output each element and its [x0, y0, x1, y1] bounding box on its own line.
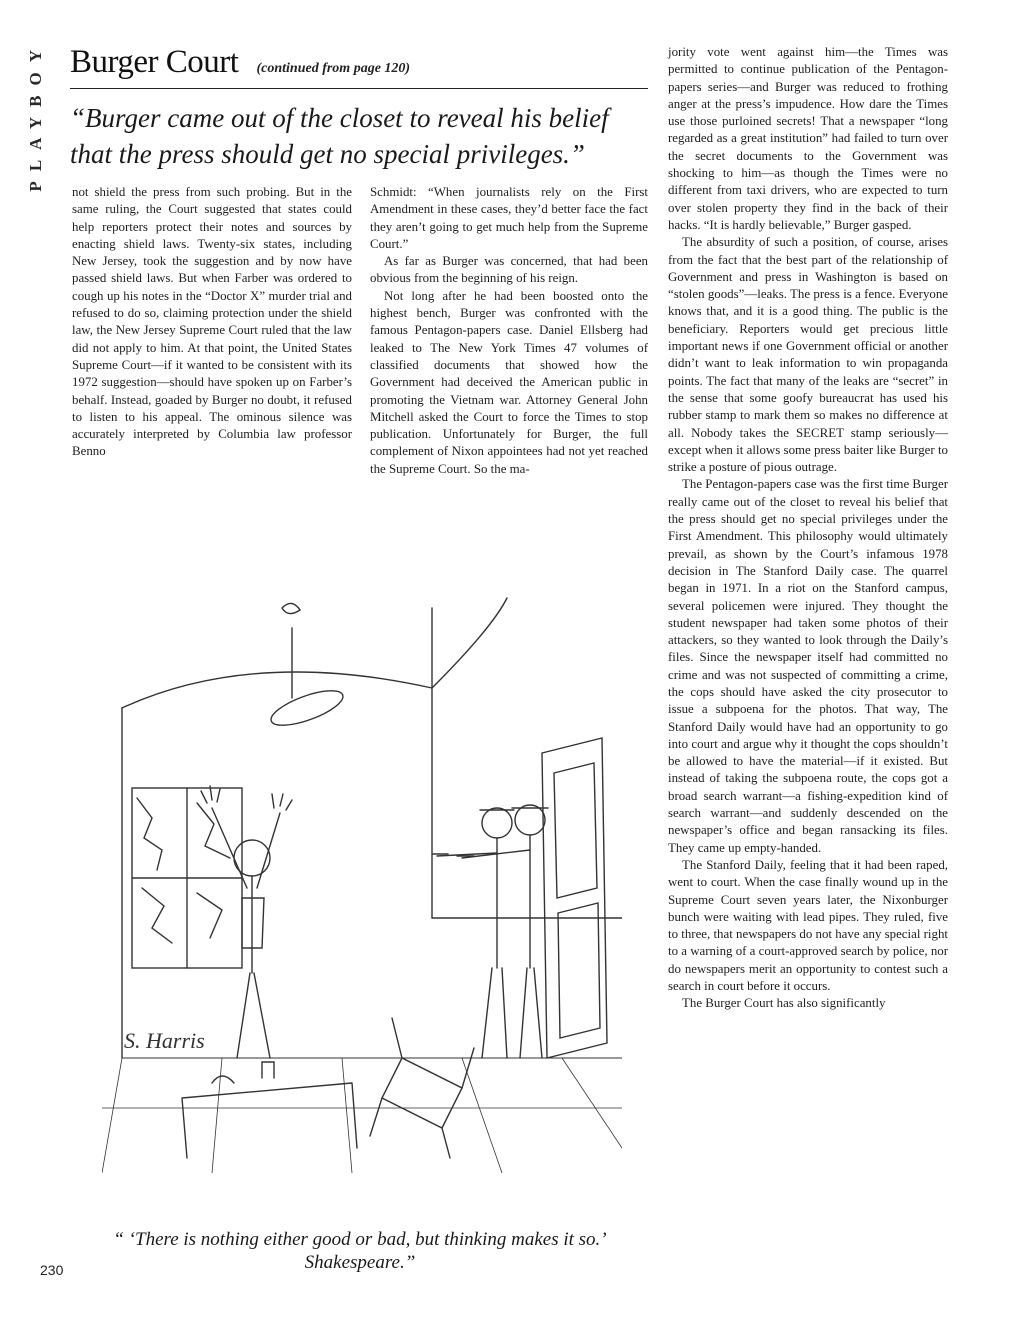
paragraph: The Burger Court has also significantly — [682, 996, 886, 1011]
cartoonist-signature: S. Harris — [124, 1028, 205, 1053]
paragraph: The Stanford Daily, feeling that it had been raped, went to court. When the case finally wound up in the Supreme Court seven years later, the Nixonburger bunch were waiting with lead pipes. They ruled, five to three, that newspapers do not have any special right to a warning of a court-approved search by police, nor do newspapers merit an opportunity to contest such a search in court before it occurs. — [668, 857, 948, 994]
page-number: 230 — [40, 1262, 64, 1278]
masthead-text: PLAYBOY — [26, 40, 45, 192]
paragraph: The Pentagon-papers case was the first time Burger really came out of the closet to reveal his belief that the press should get no special privileges under the First Amendment. This philosophy would ultimately prevail, as shown by the Court’s infamous 1978 decision in The Stanford Daily case. The quarrel began in 1971. In a riot on the Stanford campus, several policemen were injured. They thought the student newspaper had taken some photos of their attackers, so they wanted to look through the Daily’s files. Since the newspaper itself had committed no crime and was not suspected of committing a crime, the cops should have asked the city prosecutor to issue a subpoena for the photos. That way, The Stanford Daily would have had an opportunity to go into court and argue why it thought the cops shouldn’t be allowed to have the material—if it existed. But instead of taking the subpoena route, the cops got a broad search warrant—a fishing-expedition kind of search warrant—and suddenly descended on the newspaper’s office and began ransacking its files. They came up empty-handed. — [668, 477, 948, 855]
cartoon-illustration — [102, 588, 622, 1173]
magazine-masthead — [16, 40, 56, 190]
continued-note: (continued from page 120) — [256, 61, 411, 76]
header-rule — [70, 88, 648, 89]
paragraph: not shield the press from such probing. But in the same ruling, the Court suggested that states could help reporters protect their notes and sources by enacting shield laws. Twenty-six states, including New Jersey, took the suggestion and by now have passed shield laws. But when Farber was ordered to cough up his notes in the “Doctor X” murder trial and refused to do so, claiming protection under the shield law, the New Jersey Supreme Court ruled that the law did not apply to him. At that point, the United States Supreme Court—if it wanted to be consistent with its 1972 suggestion—should have spoken up on Farber’s behalf. Instead, goaded by Burger no doubt, it refused to listen to his appeal. The ominous silence was accurately interpreted by Columbia law professor Benno — [72, 185, 352, 459]
text-column-2 — [370, 184, 648, 478]
pull-quote: “Burger came out of the closet to reveal his belief that the press should get no special privileges.” — [70, 103, 609, 169]
paragraph: Schmidt: “When journalists rely on the First Amendment in these cases, they’d better face the fact they aren’t going to get much help from the Supreme Court.” — [370, 185, 648, 251]
text-column-1 — [72, 184, 352, 461]
paragraph: The absurdity of such a position, of course, arises from the fact that the best part of the relationship of Government and press in Washington is based on “stolen goods”—leaks. The press is a fence. Everyone knows that, and it is a good thing. The public is the beneficiary. Reporters would get precious little important news if one Government official or another didn’t want to leak information to win propaganda points. The fact that many of the leaks are “secret” in the sense that some goofy bureaucrat has used his rubber stamp to mark them so makes no difference at all. Nobody takes the SECRET stamp seriously—except when it allows some press baiter like Burger to strike a posture of pious outrage. — [668, 235, 948, 475]
paragraph: Not long after he had been boosted onto the highest bench, Burger was confronted with the famous Pentagon-papers case. Daniel Ellsberg had leaked to The New York Times 47 volumes of classified documents that showed how the Government had deceived the American public in promoting the Vietnam war. Attorney General John Mitchell asked the Court to force the Times to stop publication. Unfortunately for Burger, the full complement of Nixon appointees had not yet reached the Supreme Court. So the ma- — [370, 288, 648, 476]
cartoon-caption: “ ‘There is nothing either good or bad, but thinking makes it so.’ Shakespeare.” — [113, 1229, 607, 1273]
paragraph: jority vote went against him—the Times was permitted to continue publication of the Pentagon-papers series—and Burger was reduced to frothing anger at the press’s impudence. How dare the Times use those purloined secrets! That a newspaper “long regarded as a great institution” had failed to turn over the secret documents to the Government was shocking to him—as though the Times were no different from taxi drivers, who are expected to turn over stolen property they find in the back of their hacks. “It is hardly believable,” Burger gasped. — [668, 45, 948, 232]
text-column-3 — [668, 44, 948, 1013]
article-header — [70, 44, 648, 81]
paragraph: As far as Burger was concerned, that had been obvious from the beginning of his reign. — [370, 254, 648, 286]
article-title: Burger Court — [70, 44, 239, 80]
